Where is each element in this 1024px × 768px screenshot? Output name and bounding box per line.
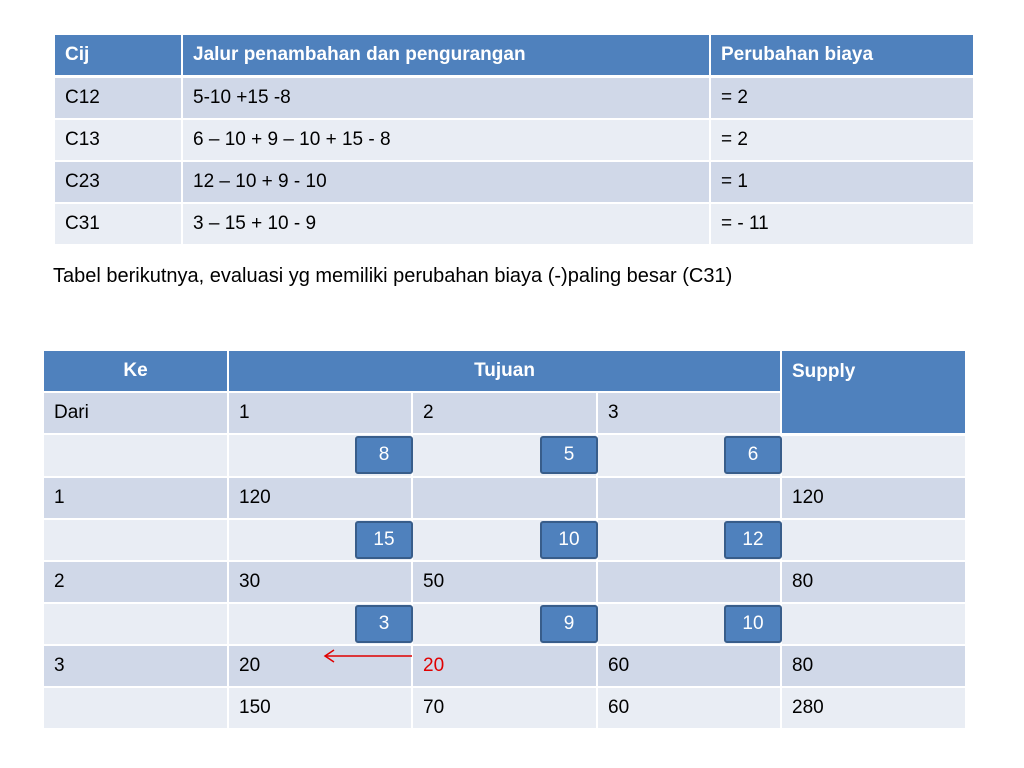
allocation-row xyxy=(43,477,966,519)
allocation-cell: 20 xyxy=(228,645,412,687)
cell-cij: C31 xyxy=(54,203,182,245)
source-label: 2 xyxy=(43,561,228,603)
cost-box: 6 xyxy=(724,436,782,474)
allocation-cell: 60 xyxy=(597,645,781,687)
empty-cell xyxy=(781,519,966,561)
empty-cell xyxy=(781,603,966,645)
left-arrow-icon xyxy=(322,648,414,664)
cost-cell xyxy=(597,434,781,477)
header-ke: Ke xyxy=(43,350,228,392)
transport-header-row xyxy=(43,350,966,392)
demand-cell: 70 xyxy=(412,687,597,729)
cost-box: 12 xyxy=(724,521,782,559)
empty-cell xyxy=(43,603,228,645)
cost-box: 15 xyxy=(355,521,413,559)
supply-cell: 80 xyxy=(781,645,966,687)
supply-cell: 120 xyxy=(781,477,966,519)
cost-cell xyxy=(228,519,412,561)
header-tujuan: Tujuan xyxy=(228,350,781,392)
allocation-cell: 120 xyxy=(228,477,412,519)
allocation-cell: 50 xyxy=(412,561,597,603)
cost-cell xyxy=(412,434,597,477)
allocation-cell: 30 xyxy=(228,561,412,603)
cell-jalur: 6 – 10 + 9 – 10 + 15 - 8 xyxy=(182,119,710,161)
source-label: 3 xyxy=(43,645,228,687)
dari-label: Dari xyxy=(43,392,228,434)
header-supply: Supply xyxy=(781,350,966,434)
table-row xyxy=(54,119,974,161)
cell-perubahan: = 2 xyxy=(710,119,974,161)
header-jalur: Jalur penambahan dan pengurangan xyxy=(182,34,710,77)
dest-col-2: 2 xyxy=(412,392,597,434)
table-row xyxy=(54,203,974,245)
total-supply-cell: 280 xyxy=(781,687,966,729)
demand-cell: 60 xyxy=(597,687,781,729)
totals-label xyxy=(43,687,228,729)
allocation-row xyxy=(43,561,966,603)
cost-box: 5 xyxy=(540,436,598,474)
cell-jalur: 12 – 10 + 9 - 10 xyxy=(182,161,710,203)
source-label: 1 xyxy=(43,477,228,519)
allocation-row xyxy=(43,645,966,687)
cost-table-header-row xyxy=(54,34,974,77)
empty-cell xyxy=(43,434,228,477)
cost-evaluation-table xyxy=(53,33,975,246)
cost-box: 8 xyxy=(355,436,413,474)
cell-jalur: 3 – 15 + 10 - 9 xyxy=(182,203,710,245)
header-cij: Cij xyxy=(54,34,182,77)
cell-cij: C13 xyxy=(54,119,182,161)
cell-cij: C12 xyxy=(54,77,182,120)
cell-perubahan: = 1 xyxy=(710,161,974,203)
caption-text: Tabel berikutnya, evaluasi yg memiliki perubahan biaya (-)paling besar (C31) xyxy=(53,265,733,287)
empty-cell xyxy=(43,519,228,561)
cost-box: 10 xyxy=(724,605,782,643)
allocation-cell xyxy=(597,477,781,519)
demand-cell: 150 xyxy=(228,687,412,729)
transportation-table xyxy=(42,349,967,730)
cost-box: 9 xyxy=(540,605,598,643)
cost-cell xyxy=(228,434,412,477)
totals-row xyxy=(43,687,966,729)
allocation-cell xyxy=(597,561,781,603)
cost-box: 3 xyxy=(355,605,413,643)
empty-cell xyxy=(781,434,966,477)
cost-box: 10 xyxy=(540,521,598,559)
cost-cell xyxy=(412,603,597,645)
table-row xyxy=(54,161,974,203)
cost-row xyxy=(43,434,966,477)
cell-cij: C23 xyxy=(54,161,182,203)
cost-cell xyxy=(228,603,412,645)
allocation-cell xyxy=(412,477,597,519)
dest-col-1: 1 xyxy=(228,392,412,434)
cost-row xyxy=(43,519,966,561)
cell-jalur: 5-10 +15 -8 xyxy=(182,77,710,120)
table-row xyxy=(54,77,974,120)
cost-cell xyxy=(597,603,781,645)
dest-col-3: 3 xyxy=(597,392,781,434)
cost-cell xyxy=(597,519,781,561)
cell-perubahan: = - 11 xyxy=(710,203,974,245)
cost-row xyxy=(43,603,966,645)
allocation-cell-highlighted: 20 xyxy=(412,645,597,687)
cost-cell xyxy=(412,519,597,561)
supply-cell: 80 xyxy=(781,561,966,603)
cell-perubahan: = 2 xyxy=(710,77,974,120)
header-perubahan-biaya: Perubahan biaya xyxy=(710,34,974,77)
